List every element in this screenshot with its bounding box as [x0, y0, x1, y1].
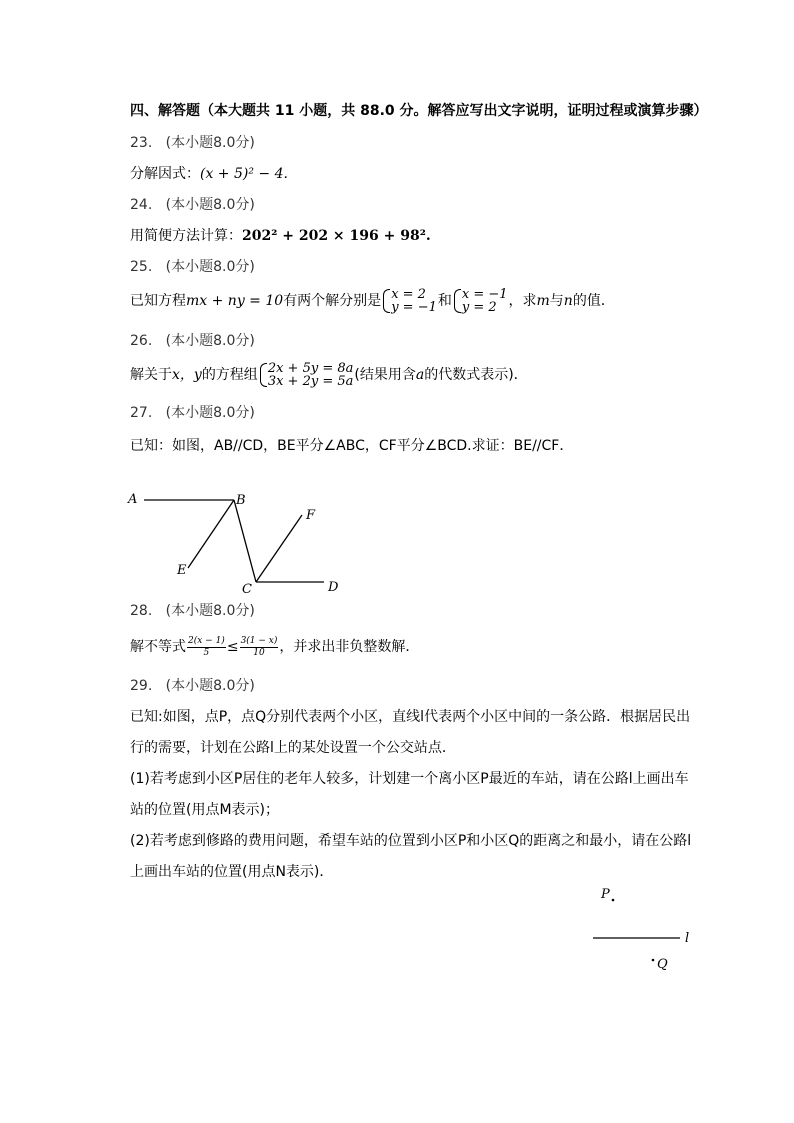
q25-score: (本小题8.0分)	[165, 259, 255, 275]
q23-score: (本小题8.0分)	[165, 135, 255, 151]
q26-text-a: 解关于	[130, 367, 172, 383]
q27-header	[130, 403, 255, 423]
q26-text-b: 的方程组	[201, 367, 258, 383]
q23-body	[130, 164, 288, 184]
q25-number: 25.	[130, 259, 153, 275]
q24-expr: 202² + 202 × 196 + 98².	[242, 228, 431, 244]
q28-frac1-den: 5	[203, 647, 210, 658]
q29-line-5: (2)若考虑到修路的费用问题，希望车站的位置到小区P和小区Q的距离之和最小，请在公路l	[130, 833, 692, 849]
label-e: E	[177, 563, 187, 578]
q29-line-1: 已知:如图，点P，点Q分别代表两个小区，直线l代表两个小区中间的一条公路．根据居民出	[130, 709, 691, 725]
q23-header	[130, 133, 255, 153]
q26-body	[130, 358, 528, 392]
q28-header	[130, 601, 255, 621]
q25-conj: 和	[437, 293, 452, 309]
q24-number: 24.	[130, 197, 153, 213]
q25-sol1-x: x = 2	[391, 287, 426, 302]
q27-score: (本小题8.0分)	[165, 405, 255, 421]
label-p: P	[601, 887, 610, 902]
q27-figure	[120, 480, 360, 605]
q29-line-4: 站的位置(用点M表示)；	[130, 802, 280, 818]
q26-var-a: a	[415, 367, 425, 383]
q24-header	[130, 195, 255, 215]
label-b: B	[236, 493, 246, 508]
q26-text-d: 的代数式表示)．	[424, 367, 528, 383]
q26-number: 26.	[130, 333, 153, 349]
q28-fraction-1	[187, 636, 226, 659]
point-q	[652, 959, 655, 962]
q26-eq-2: 3x + 2y = 5a	[267, 374, 354, 389]
q26-score: (本小题8.0分)	[165, 333, 255, 349]
label-a: A	[128, 492, 138, 507]
q29-line-3: (1)若考虑到小区P居住的老年人较多，计划建一个离小区P最近的车站，请在公路l上画出车	[130, 771, 689, 787]
q25-body	[130, 284, 615, 318]
q25-text-d: 与	[549, 293, 564, 309]
section-heading: 四、解答题（本大题共 11 小题，共 88.0 分。解答应写出文字说明，证明过程或演算步骤）	[130, 103, 708, 119]
q28-frac1-num: 2(x − 1)	[188, 635, 225, 646]
line-cf	[256, 515, 302, 582]
q25-text-c: ，求	[508, 293, 537, 309]
label-q: Q	[657, 957, 668, 972]
q25-text-b: 有两个解分别是	[283, 293, 382, 309]
label-d: D	[328, 580, 339, 595]
q23-text: 分解因式：	[130, 166, 200, 182]
q23-expr: (x + 5)² − 4.	[200, 166, 288, 182]
q26-eq-1: 2x + 5y = 8a	[267, 361, 354, 376]
line-be	[188, 500, 234, 568]
q25-var-m: m	[536, 293, 550, 309]
q25-sol2-x: x = −1	[461, 287, 508, 302]
q28-text-a: 解不等式	[130, 639, 186, 655]
q27-body: 已知：如图，AB//CD，BE平分∠ABC，CF平分∠BCD.求证：BE//CF．	[130, 438, 574, 454]
line-bc	[234, 500, 256, 582]
q28-score: (本小题8.0分)	[165, 603, 255, 619]
q25-text-a: 已知方程	[130, 293, 186, 309]
q28-relation: ≤	[226, 639, 239, 655]
q26-system	[259, 362, 354, 388]
q24-body	[130, 226, 431, 246]
q26-header	[130, 331, 255, 351]
label-c: C	[242, 582, 252, 597]
q25-var-n: n	[563, 293, 573, 309]
label-f: F	[306, 508, 316, 523]
q29-score: (本小题8.0分)	[165, 678, 255, 694]
q28-fraction-2	[240, 636, 279, 659]
label-l: l	[685, 931, 690, 946]
q25-sol1-y: y = −1	[391, 300, 437, 315]
q27-number: 27.	[130, 405, 153, 421]
q25-solution-1	[382, 288, 437, 314]
q26-text-c: (结果用含	[354, 367, 416, 383]
q29-header	[130, 676, 255, 696]
q25-sol2-y: y = 2	[461, 300, 497, 315]
point-p	[612, 899, 615, 902]
q28-frac2-den: 10	[253, 647, 265, 658]
q29-figure	[585, 880, 705, 975]
q24-score: (本小题8.0分)	[165, 197, 255, 213]
q25-solution-2	[453, 288, 508, 314]
q26-vars: x，y	[172, 367, 202, 383]
q29-line-6: 上画出车站的位置(用点N表示)．	[130, 864, 334, 880]
q28-number: 28.	[130, 603, 153, 619]
q25-equation: mx + ny = 10	[186, 293, 284, 309]
q28-text-b: ，并求出非负整数解．	[279, 639, 420, 655]
q28-body	[130, 630, 419, 664]
q29-line-2: 行的需要，计划在公路l上的某处设置一个公交站点．	[130, 740, 456, 756]
q23-number: 23.	[130, 135, 153, 151]
q29-number: 29.	[130, 678, 153, 694]
q24-text: 用简便方法计算：	[130, 228, 242, 244]
q28-frac2-num: 3(1 − x)	[240, 635, 278, 646]
q25-header	[130, 257, 255, 277]
q25-text-e: 的值．	[572, 293, 615, 309]
